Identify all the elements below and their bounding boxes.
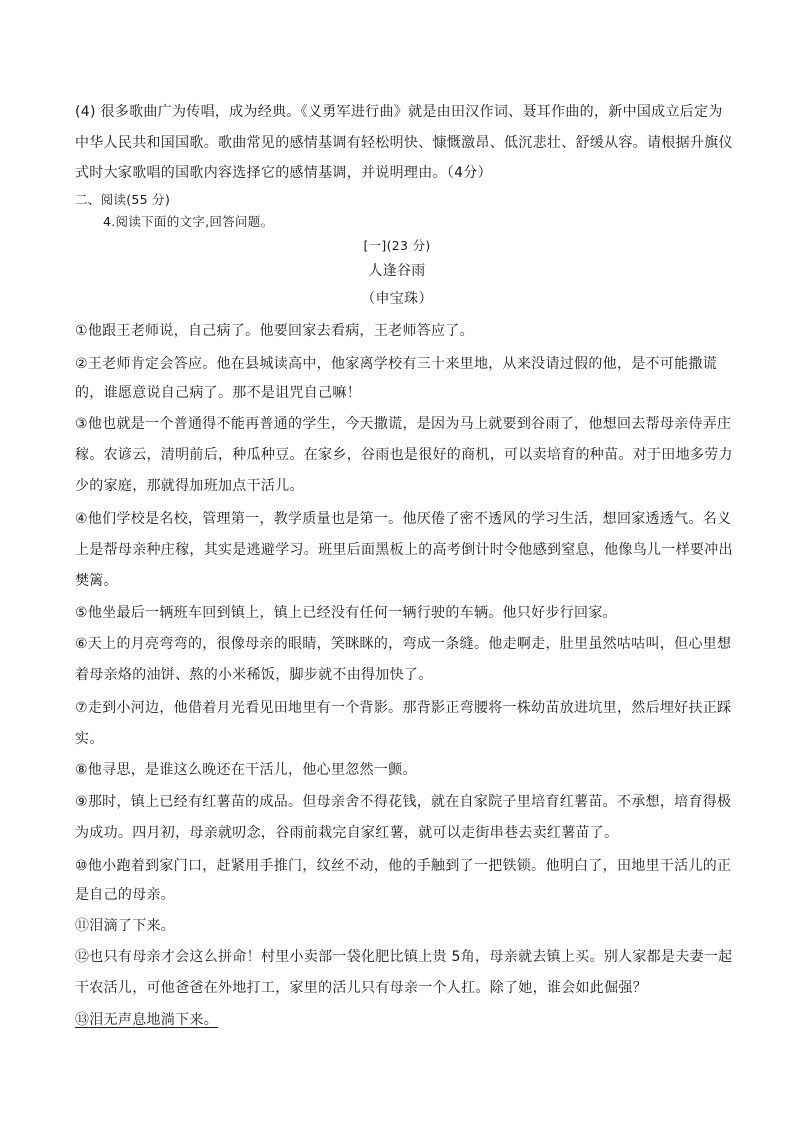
article-line: ⑥天上的月亮弯弯的，很像母亲的眼睛，笑眯眯的，弯成一条缝。他走啊走，肚里虽然咕咕叫，但心里想 — [75, 636, 732, 652]
article-line: ①他跟王老师说，自己病了。他要回家去看病，王老师答应了。 — [75, 323, 474, 339]
article-line: 着母亲烙的油饼、熬的小米稀饭，脚步就不由得加快了。 — [75, 667, 433, 683]
article-line: ⑩他小跑着到家门口，赶紧用手推门，纹丝不动，他的手触到了一把铁锁。他明白了，田地里干活儿的正 — [75, 858, 732, 874]
article-title: 人逢谷雨 — [368, 263, 426, 279]
question-4-line-2: 中华人民共和国国歌。歌曲常见的感情基调有轻松明快、慷慨激昂、低沉悲壮、舒缓从容。请根据升旗仪 — [75, 135, 733, 151]
article-line: 实。 — [75, 731, 104, 747]
section-heading: 二、阅读(55 分) — [75, 192, 171, 207]
article-line: ②王老师肯定会答应。他在县城读高中，他家离学校有三十来里地，从来没请过假的他，是不可能撒谎 — [75, 356, 718, 372]
article-line: ⑨那时，镇上已经有红薯苗的成品。但母亲舍不得花钱，就在自家院子里培育红薯苗。不承想，培育得极 — [75, 794, 732, 810]
article-line: ⑧他寻思，是谁这么晚还在干活儿，他心里忽然一颤。 — [75, 762, 417, 778]
question-4-line-1: (4) 很多歌曲广为传唱，成为经典。《义勇军进行曲》就是由田汉作词、聂耳作曲的，新中国成立后定为 — [75, 104, 723, 120]
article-line: ⑫也只有母亲才会这么拼命！村里小卖部一袋化肥比镇上贵 5角，母亲就去镇上买。别人家都是夫妻一起 — [75, 949, 733, 965]
article-line: 的，谁愿意说自己病了。那不是诅咒自己嘛！ — [75, 385, 361, 401]
reading-instruction: 4.阅读下面的文字,回答问题。 — [103, 214, 274, 229]
article-line: 为成功。四月初，母亲就叨念，谷雨前栽完自家红薯，就可以走街串巷去卖红薯苗了。 — [75, 825, 619, 841]
article-line: 是自己的母亲。 — [75, 887, 176, 903]
article-author: （申宝珠） — [361, 291, 433, 307]
article-line: 樊篱。 — [75, 573, 118, 589]
article-line: 少的家庭，那就得加班加点干活儿。 — [75, 478, 304, 494]
article-line: ⑦走到小河边，他借着月光看见田地里有一个背影。那背影正弯腰将一株幼苗放进坑里，然后埋好扶正踩 — [75, 700, 732, 716]
article-line: 干农活儿，可他爸爸在外地打工，家里的活儿只有母亲一个人扛。除了她，谁会如此倔强？ — [75, 980, 647, 996]
question-4-line-3: 式时大家歌唱的国歌内容选择它的感情基调，并说明理由。（4分） — [75, 165, 492, 181]
part-label: [一](23 分) — [363, 238, 431, 253]
article-line-underlined: ⑬泪无声息地淌下来。 — [75, 1012, 218, 1028]
article-line: 上是帮母亲种庄稼，其实是逃避学习。班里后面黑板上的高考倒计时令他感到窒息，他像鸟儿一样要冲出 — [75, 542, 733, 558]
article-line: ④他们学校是名校，管理第一，教学质量也是第一。他厌倦了密不透风的学习生活，想回家透透气。名义 — [75, 511, 732, 527]
article-line: ⑪泪滴了下来。 — [75, 918, 176, 934]
article-line: ③他也就是一个普通得不能再普通的学生，今天撒谎，是因为马上就要到谷雨了，他想回去帮母亲侍弄庄 — [75, 416, 732, 432]
article-line: 稼。农谚云，清明前后，种瓜种豆。在家乡，谷雨也是很好的商机，可以卖培育的种苗。对于田地多劳力 — [75, 447, 733, 463]
article-line: ⑤他坐最后一辆班车回到镇上，镇上已经没有任何一辆行驶的车辆。他只好步行回家。 — [75, 605, 617, 621]
